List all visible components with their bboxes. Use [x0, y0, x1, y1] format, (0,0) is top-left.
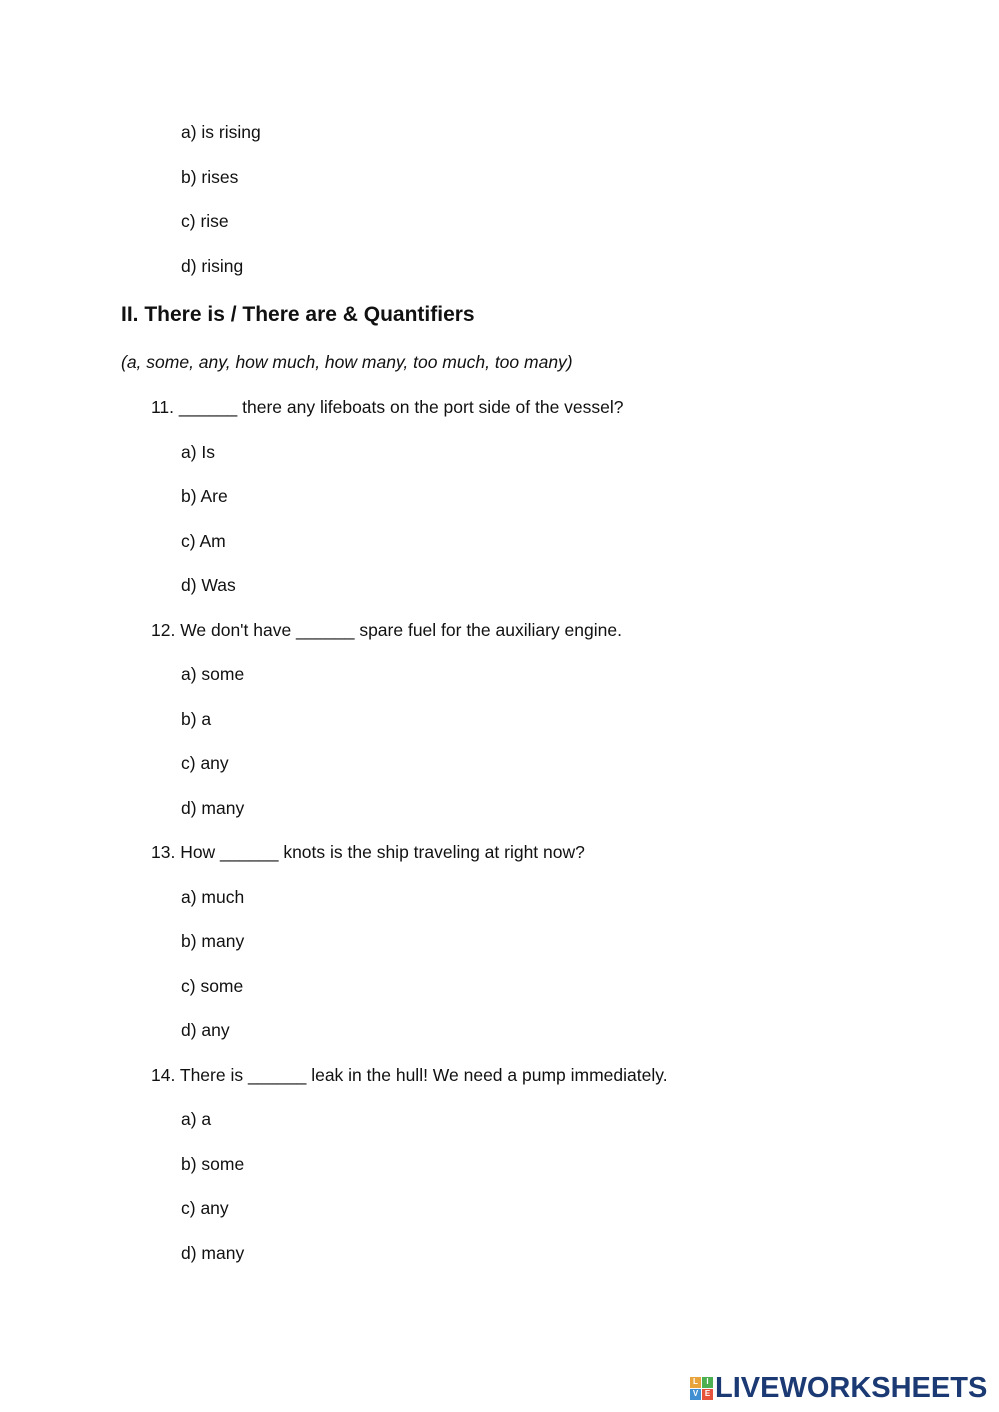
q14-option-d[interactable]: d) many	[181, 1243, 245, 1263]
option-d[interactable]: d) rising	[181, 256, 244, 276]
q12-option-d[interactable]: d) many	[181, 798, 245, 818]
q14-option-c[interactable]: c) any	[181, 1198, 229, 1218]
question-11: 11. ______ there any lifeboats on the port side of the vessel?	[151, 397, 624, 417]
option-a[interactable]: a) is rising	[181, 122, 261, 142]
logo-cell: I	[702, 1377, 713, 1388]
q11-option-c[interactable]: c) Am	[181, 531, 226, 551]
option-b[interactable]: b) rises	[181, 167, 239, 187]
q14-option-b[interactable]: b) some	[181, 1154, 245, 1174]
option-c[interactable]: c) rise	[181, 211, 229, 231]
q12-option-b[interactable]: b) a	[181, 709, 212, 729]
question-13: 13. How ______ knots is the ship traveling at right now?	[151, 842, 585, 862]
q12-option-c[interactable]: c) any	[181, 753, 229, 773]
q13-option-a[interactable]: a) much	[181, 887, 245, 907]
logo-cell: E	[702, 1389, 713, 1400]
q13-option-c[interactable]: c) some	[181, 976, 244, 996]
q11-option-a[interactable]: a) Is	[181, 442, 216, 462]
logo-cell: L	[690, 1377, 701, 1388]
liveworksheets-logo	[690, 1371, 987, 1405]
question-12: 12. We don't have ______ spare fuel for the auxiliary engine.	[151, 620, 622, 640]
q13-option-d[interactable]: d) any	[181, 1020, 230, 1040]
q12-option-a[interactable]: a) some	[181, 664, 245, 684]
logo-cell: V	[690, 1389, 701, 1400]
logo-mark-icon	[690, 1377, 713, 1400]
logo-text: LIVEWORKSHEETS	[715, 1371, 988, 1404]
section-subtitle: (a, some, any, how much, how many, too much, too many)	[121, 352, 573, 372]
question-14: 14. There is ______ leak in the hull! We need a pump immediately.	[151, 1065, 668, 1085]
q13-option-b[interactable]: b) many	[181, 931, 245, 951]
q11-option-b[interactable]: b) Are	[181, 486, 228, 506]
q14-option-a[interactable]: a) a	[181, 1109, 212, 1129]
q11-option-d[interactable]: d) Was	[181, 575, 236, 595]
section-title: II. There is / There are & Quantifiers	[121, 303, 475, 326]
